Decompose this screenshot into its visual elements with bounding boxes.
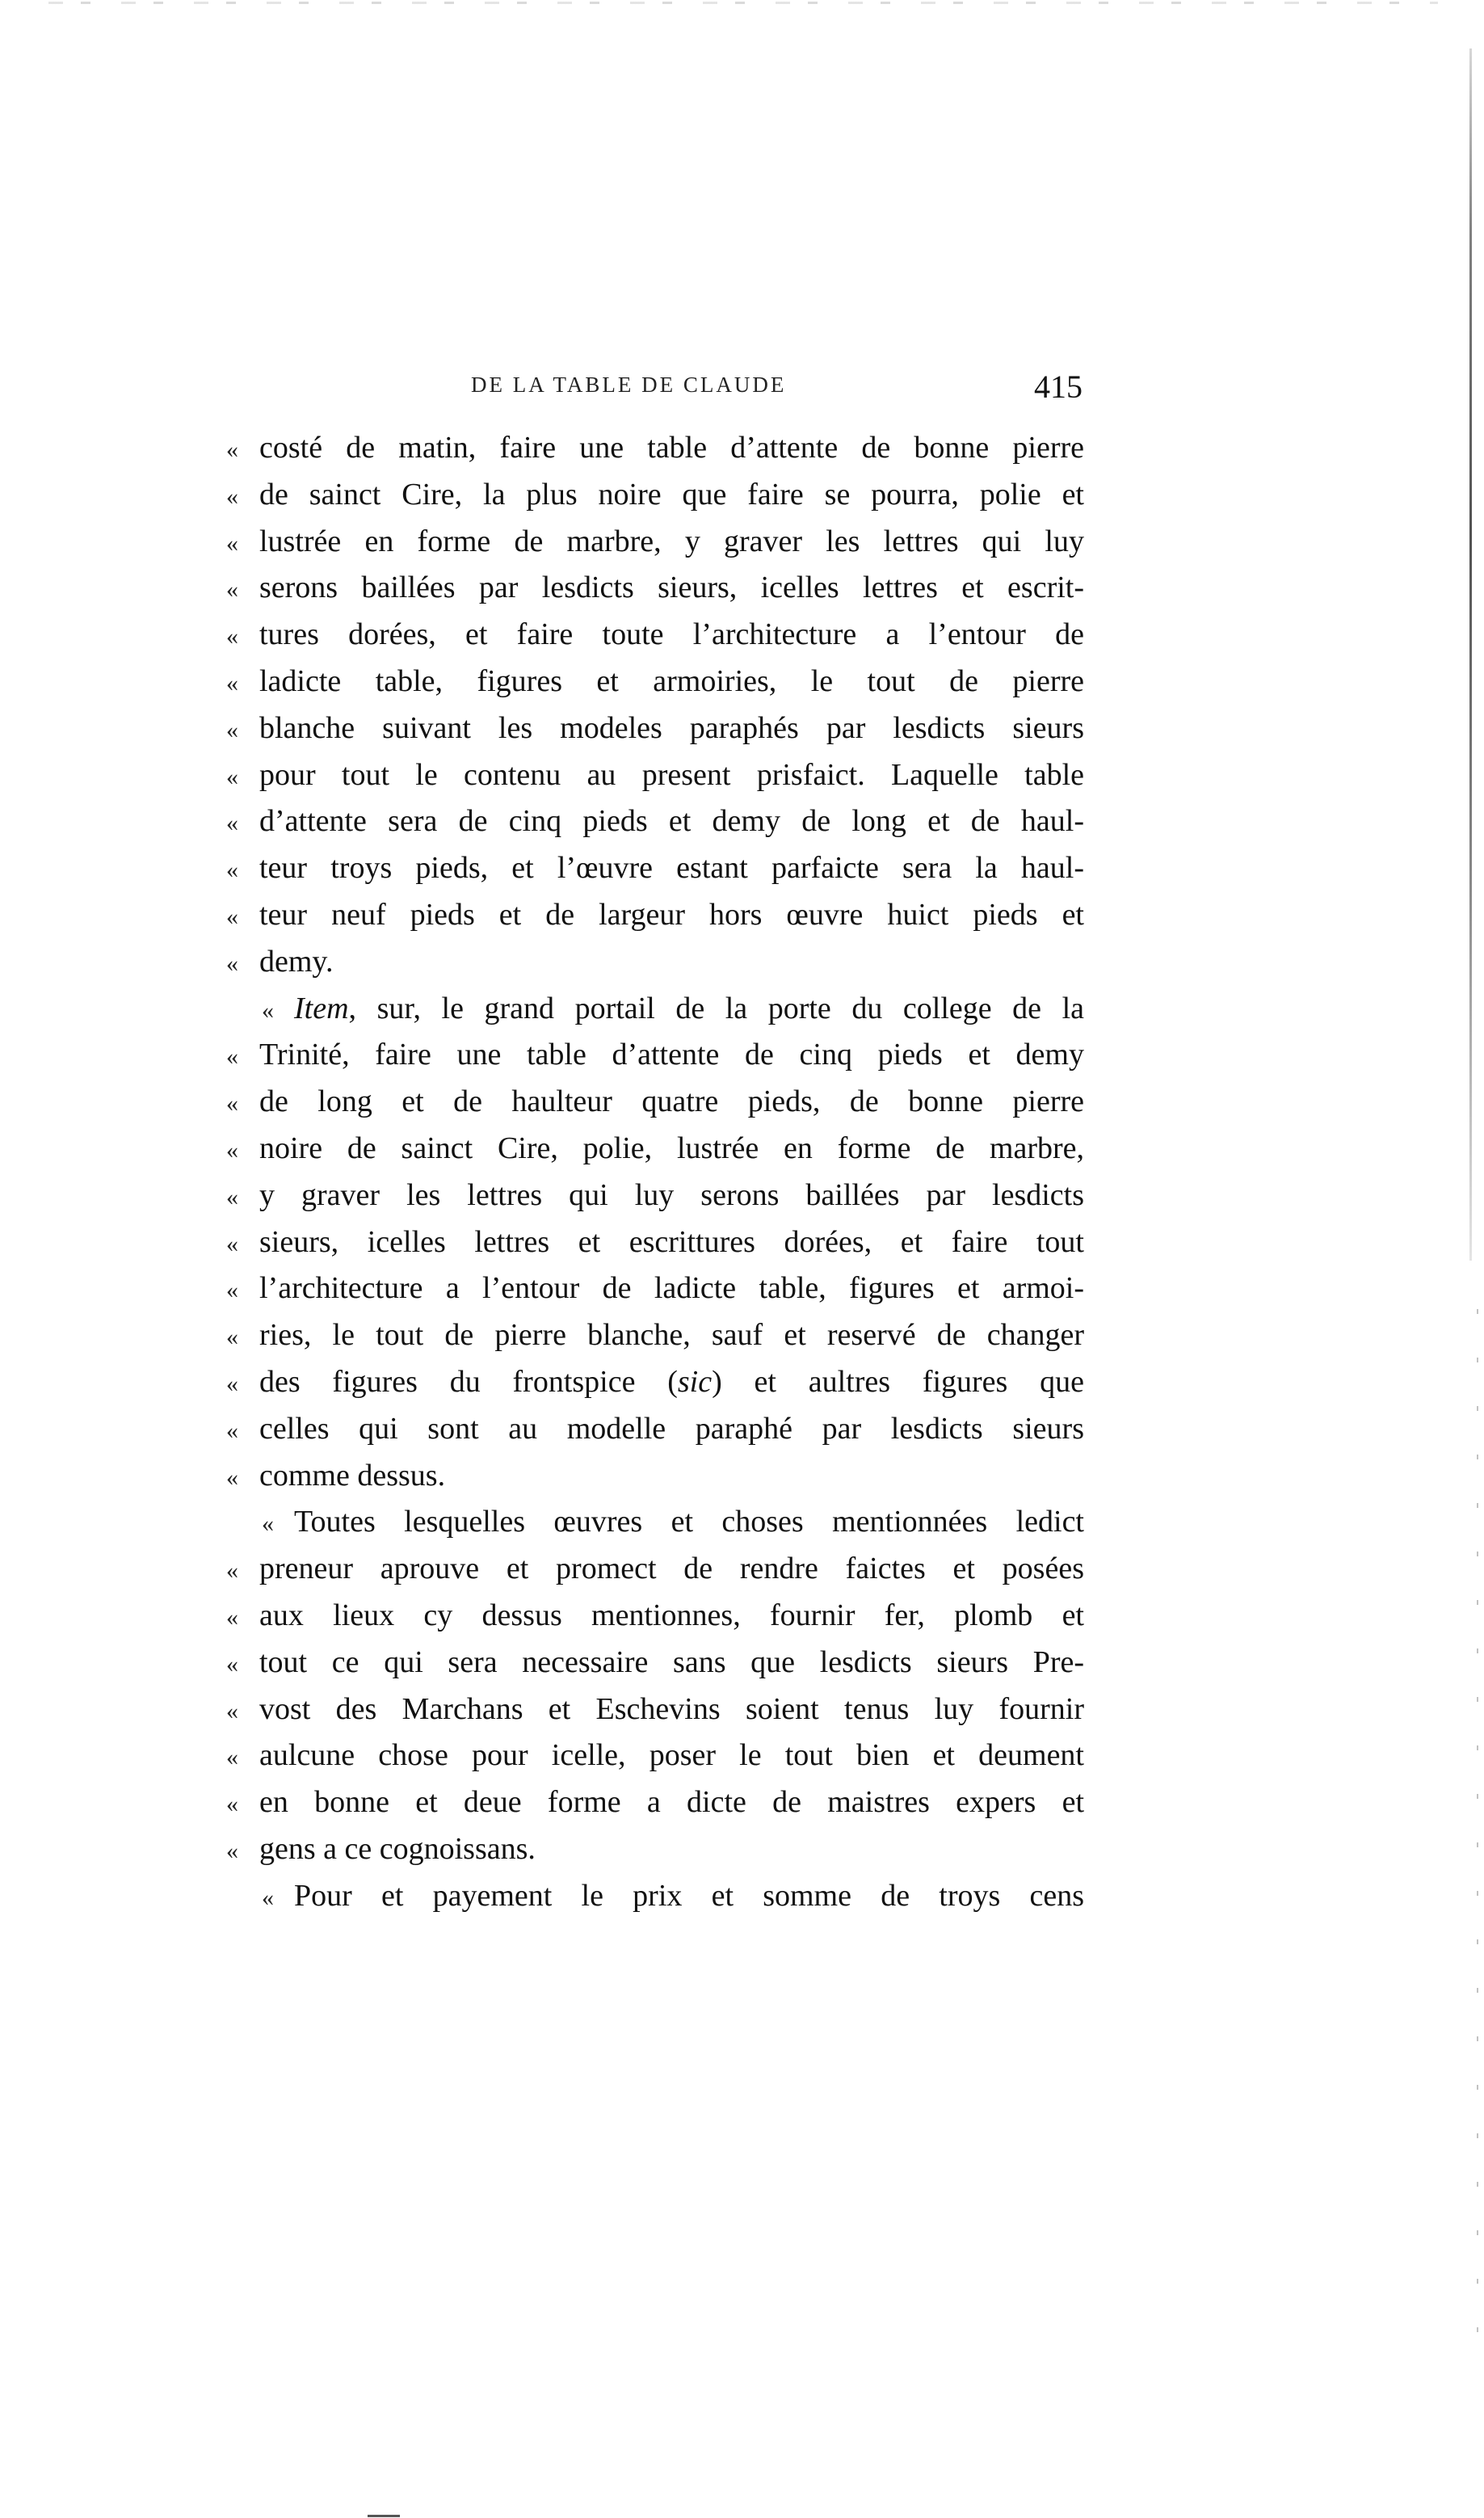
line-text: de sainct Cire, la plus noire que faire se pourra, polie et [259, 477, 1084, 512]
text-line [226, 892, 1084, 939]
line-text-segment: des figures du frontspice ( [259, 1364, 678, 1399]
line-text: blanche suivant les modeles paraphés par lesdicts sieurs [259, 710, 1084, 745]
text-line [226, 986, 1084, 1033]
text-line [226, 1686, 1084, 1733]
text-line [226, 1453, 1084, 1500]
line-text: ladicte table, figures et armoiries, le tout de pierre [259, 663, 1084, 698]
line-text: aulcune chose pour icelle, poser le tout bien et deument [259, 1738, 1084, 1773]
guillemet-mark: « [226, 1463, 238, 1491]
guillemet-mark: « [226, 1603, 238, 1631]
text-line [226, 612, 1084, 659]
line-text: lustrée en forme de marbre, y graver les lettres qui luy [259, 524, 1084, 558]
line-text: d’attente sera de cinq pieds et demy de long et de haul- [259, 804, 1084, 839]
guillemet-mark: « [226, 1697, 238, 1724]
line-text: Trinité, faire une table d’attente de cinq pieds et demy [259, 1038, 1084, 1072]
body-text [226, 425, 1084, 1920]
line-text: aux lieux cy dessus mentionnes, fournir fer, plomb et [259, 1598, 1084, 1632]
guillemet-mark: « [226, 1324, 238, 1351]
guillemet-mark: « [226, 482, 238, 510]
guillemet-mark: « [226, 1744, 238, 1771]
line-text: preneur aprouve et promect de rendre faictes et posées [259, 1552, 1084, 1586]
line-text: demy. [259, 944, 334, 979]
guillemet-mark: « [226, 1136, 238, 1164]
guillemet-mark: « [226, 1277, 238, 1304]
guillemet-mark: « [226, 1417, 238, 1444]
line-text: Pour et payement le prix et somme de troys cens [294, 1878, 1084, 1913]
guillemet-mark: « [226, 576, 238, 604]
scan-artifact-right-edge [1469, 48, 1472, 1261]
running-header [471, 368, 1083, 405]
line-text: de long et de haulteur quatre pieds, de bonne pierre [259, 1084, 1084, 1119]
guillemet-mark: « [226, 716, 238, 743]
line-text: l’architecture a l’entour de ladicte table, figures et armoi- [259, 1271, 1084, 1306]
line-text: sieurs, icelles lettres et escrittures dorées, et faire tout [259, 1224, 1084, 1259]
line-text: Toutes lesquelles œuvres et choses mentionnées ledict [294, 1505, 1084, 1539]
text-line [226, 1826, 1084, 1873]
text-line [226, 1079, 1084, 1126]
running-title: DE LA TABLE DE CLAUDE [471, 373, 787, 397]
text-line [226, 1873, 1084, 1920]
text-line [226, 752, 1084, 799]
text-line [226, 1546, 1084, 1593]
text-line [226, 659, 1084, 705]
guillemet-mark: « [226, 1090, 238, 1118]
text-line [226, 1126, 1084, 1173]
guillemet-mark: « [226, 857, 238, 884]
text-line [226, 1640, 1084, 1686]
italic-term: sic [677, 1364, 713, 1399]
text-line [226, 939, 1084, 986]
line-text [294, 986, 1084, 1033]
text-line [226, 565, 1084, 612]
text-line [226, 705, 1084, 752]
text-line [226, 1359, 1084, 1406]
guillemet-mark: « [226, 763, 238, 790]
guillemet-mark: « [262, 1884, 274, 1911]
line-text: tout ce qui sera necessaire sans que lesdicts sieurs Pre- [259, 1644, 1084, 1679]
line-text: tures dorées, et faire toute l’architecture a l’entour de [259, 617, 1084, 652]
line-text: celles qui sont au modelle paraphé par lesdicts sieurs [259, 1411, 1084, 1446]
text-line [226, 425, 1084, 472]
text-line [226, 845, 1084, 892]
page-number: 415 [1034, 368, 1083, 405]
text-line [226, 798, 1084, 845]
guillemet-mark: « [226, 436, 238, 463]
guillemet-mark: « [226, 1650, 238, 1678]
guillemet-mark: « [226, 1043, 238, 1071]
scan-artifact-bottom [368, 2515, 400, 2517]
text-line [226, 1406, 1084, 1453]
line-text-segment: , sur, le grand portail de la porte du college de la [348, 991, 1084, 1025]
guillemet-mark: « [226, 1230, 238, 1257]
text-line [226, 519, 1084, 566]
line-text: ries, le tout de pierre blanche, sauf et reservé de changer [259, 1318, 1084, 1353]
line-text: y graver les lettres qui luy serons baillées par lesdicts [259, 1177, 1084, 1212]
text-line [226, 1499, 1084, 1546]
guillemet-mark: « [226, 1557, 238, 1585]
guillemet-mark: « [226, 1370, 238, 1397]
guillemet-mark: « [262, 996, 274, 1024]
text-line [226, 1173, 1084, 1219]
text-line [226, 1779, 1084, 1826]
scan-artifact-top [48, 2, 1438, 4]
guillemet-mark: « [226, 623, 238, 651]
text-line [226, 1593, 1084, 1640]
scan-artifact-right-edge-lower [1477, 1309, 1478, 2360]
text-line [226, 1265, 1084, 1312]
text-line [226, 472, 1084, 519]
line-text: teur neuf pieds et de largeur hors œuvre huict pieds et [259, 897, 1084, 932]
line-text-segment: ) et aultres figures que [712, 1364, 1084, 1399]
text-line [226, 1733, 1084, 1779]
text-line [226, 1032, 1084, 1079]
guillemet-mark: « [226, 810, 238, 837]
line-text: vost des Marchans et Eschevins soient tenus luy fournir [259, 1691, 1084, 1726]
line-text: comme dessus. [259, 1458, 446, 1493]
line-text: pour tout le contenu au present prisfaict. Laquelle table [259, 757, 1084, 792]
text-line [226, 1312, 1084, 1359]
italic-term: Item [294, 991, 349, 1025]
guillemet-mark: « [226, 950, 238, 977]
guillemet-mark: « [226, 1183, 238, 1211]
line-text: gens a ce cognoissans. [259, 1831, 536, 1866]
line-text [259, 1359, 1084, 1406]
guillemet-mark: « [226, 669, 238, 697]
text-line [226, 1219, 1084, 1266]
guillemet-mark: « [226, 903, 238, 930]
guillemet-mark: « [226, 1791, 238, 1818]
line-text: teur troys pieds, et l’œuvre estant parfaicte sera la haul- [259, 851, 1084, 886]
line-text: noire de sainct Cire, polie, lustrée en forme de marbre, [259, 1131, 1084, 1165]
guillemet-mark: « [262, 1510, 274, 1538]
line-text: costé de matin, faire une table d’attente de bonne pierre [259, 431, 1084, 465]
guillemet-mark: « [226, 1837, 238, 1864]
guillemet-mark: « [226, 529, 238, 557]
line-text: serons baillées par lesdicts sieurs, icelles lettres et escrit- [259, 571, 1084, 605]
line-text: en bonne et deue forme a dicte de maistres expers et [259, 1785, 1084, 1820]
